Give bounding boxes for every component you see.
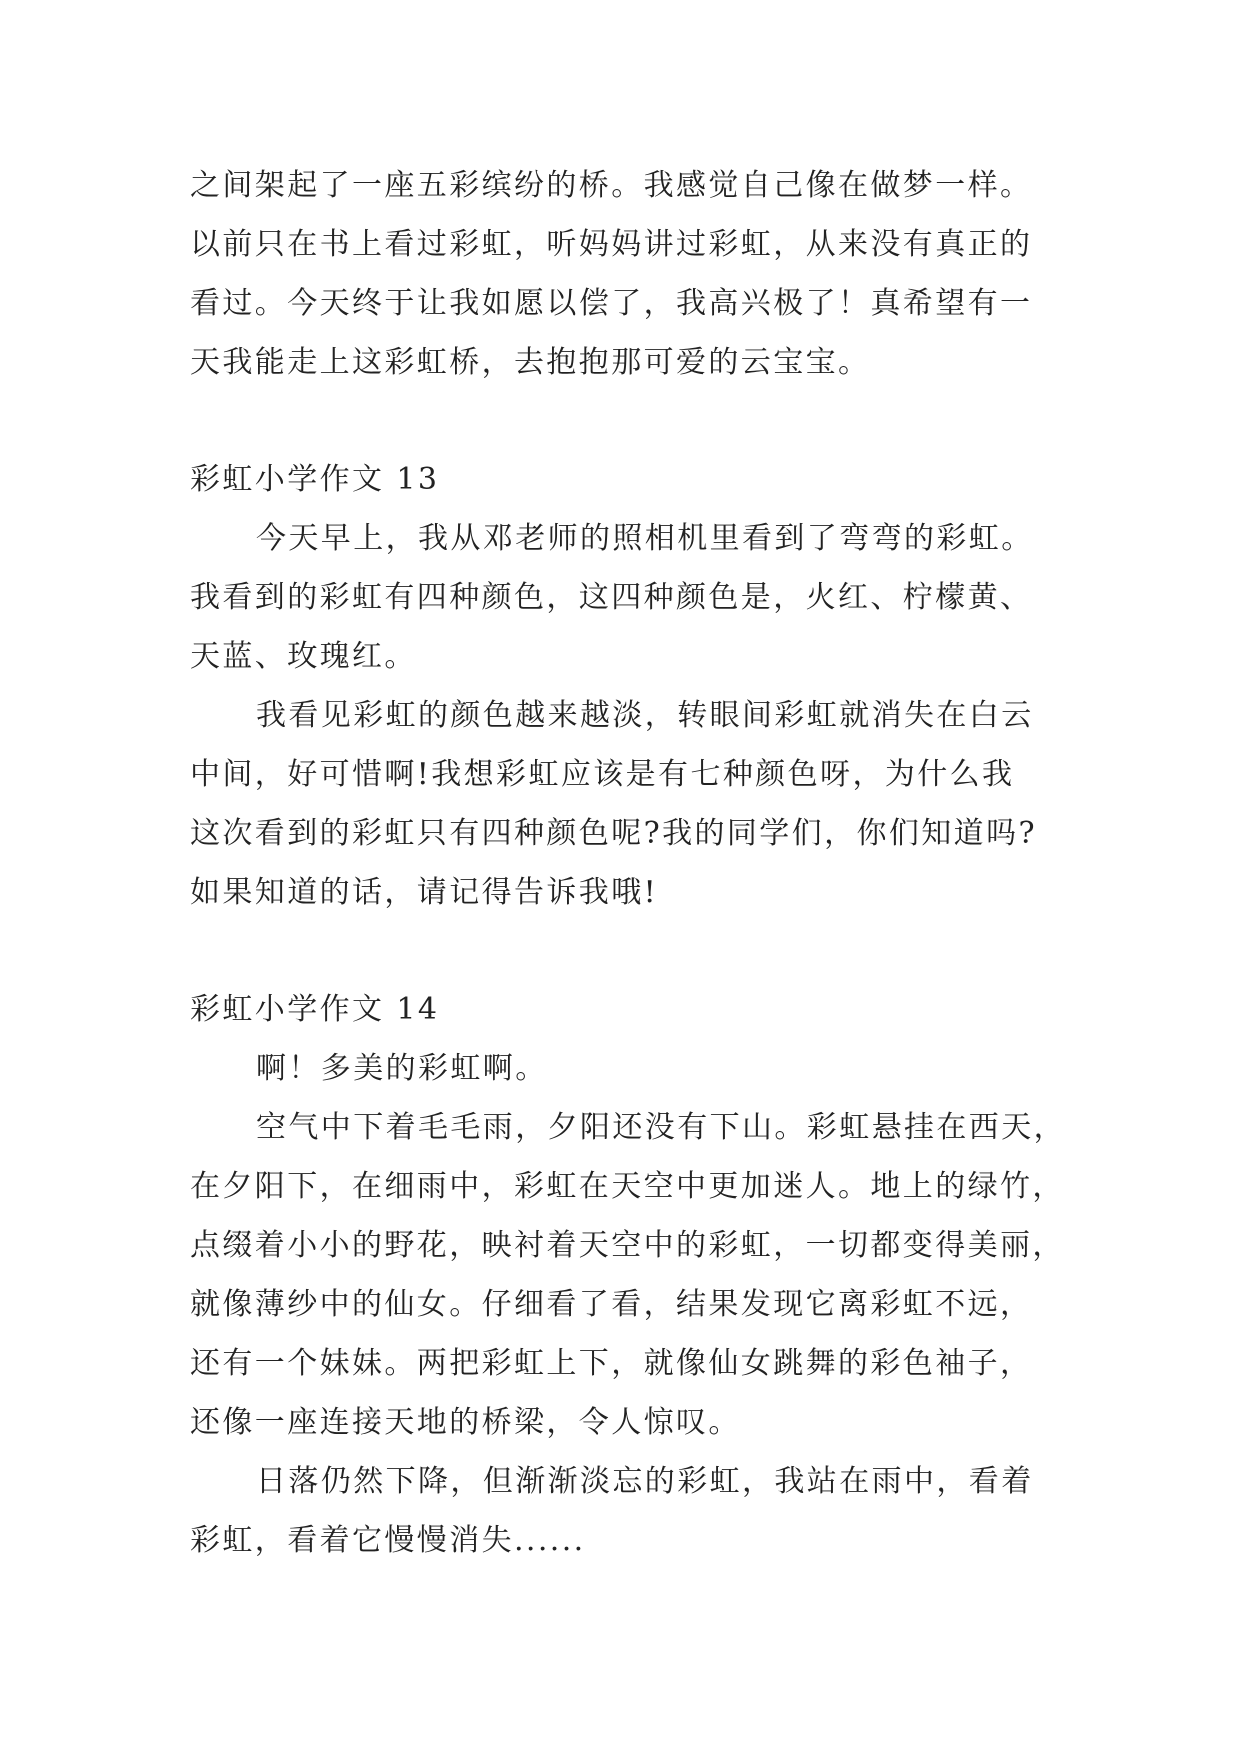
section-heading: 彩虹小学作文 14: [190, 992, 440, 1027]
section-essay-14: [190, 980, 1070, 1570]
text-line: 空气中下着毛毛雨，夕阳还没有下山。彩虹悬挂在西天，: [256, 1110, 1066, 1145]
text-line: 彩虹，看着它慢慢消失......: [190, 1523, 586, 1558]
section-gap: [190, 392, 1070, 450]
document-page: [190, 156, 1070, 1570]
text-line: 这次看到的彩虹只有四种颜色呢?我的同学们，你们知道吗?: [190, 816, 1037, 851]
text-line: 今天早上，我从邓老师的照相机里看到了弯弯的彩虹。: [256, 521, 1034, 556]
text-line: 在夕阳下，在细雨中，彩虹在天空中更加迷人。地上的绿竹，: [190, 1169, 1065, 1204]
text-line: 就像薄纱中的仙女。仔细看了看，结果发现它离彩虹不远，: [190, 1287, 1033, 1322]
text-line: 还像一座连接天地的桥梁，令人惊叹。: [190, 1405, 741, 1440]
section-essay-13: [190, 450, 1070, 922]
text-line: 之间架起了一座五彩缤纷的桥。我感觉自己像在做梦一样。: [190, 168, 1033, 203]
text-line: 我看见彩虹的颜色越来越淡，转眼间彩虹就消失在白云: [256, 698, 1034, 733]
text-line: 日落仍然下降，但渐渐淡忘的彩虹，我站在雨中，看着: [256, 1464, 1034, 1499]
section-heading: 彩虹小学作文 13: [190, 462, 440, 497]
section-continuation: [190, 156, 1070, 392]
text-line: 还有一个妹妹。两把彩虹上下，就像仙女跳舞的彩色袖子，: [190, 1346, 1033, 1381]
text-line: 如果知道的话，请记得告诉我哦!: [190, 875, 659, 910]
text-line: 以前只在书上看过彩虹，听妈妈讲过彩虹，从来没有真正的: [190, 227, 1033, 262]
text-line: 看过。今天终于让我如愿以偿了，我高兴极了！真希望有一: [190, 286, 1033, 321]
text-line: 中间，好可惜啊!我想彩虹应该是有七种颜色呀，为什么我: [190, 757, 1015, 792]
text-line: 天蓝、玫瑰红。: [190, 639, 417, 674]
section-gap: [190, 922, 1070, 980]
text-line: 天我能走上这彩虹桥，去抱抱那可爱的云宝宝。: [190, 345, 871, 380]
text-line: 啊！多美的彩虹啊。: [256, 1051, 548, 1086]
text-line: 点缀着小小的野花，映衬着天空中的彩虹，一切都变得美丽，: [190, 1228, 1065, 1263]
text-line: 我看到的彩虹有四种颜色，这四种颜色是，火红、柠檬黄、: [190, 580, 1033, 615]
